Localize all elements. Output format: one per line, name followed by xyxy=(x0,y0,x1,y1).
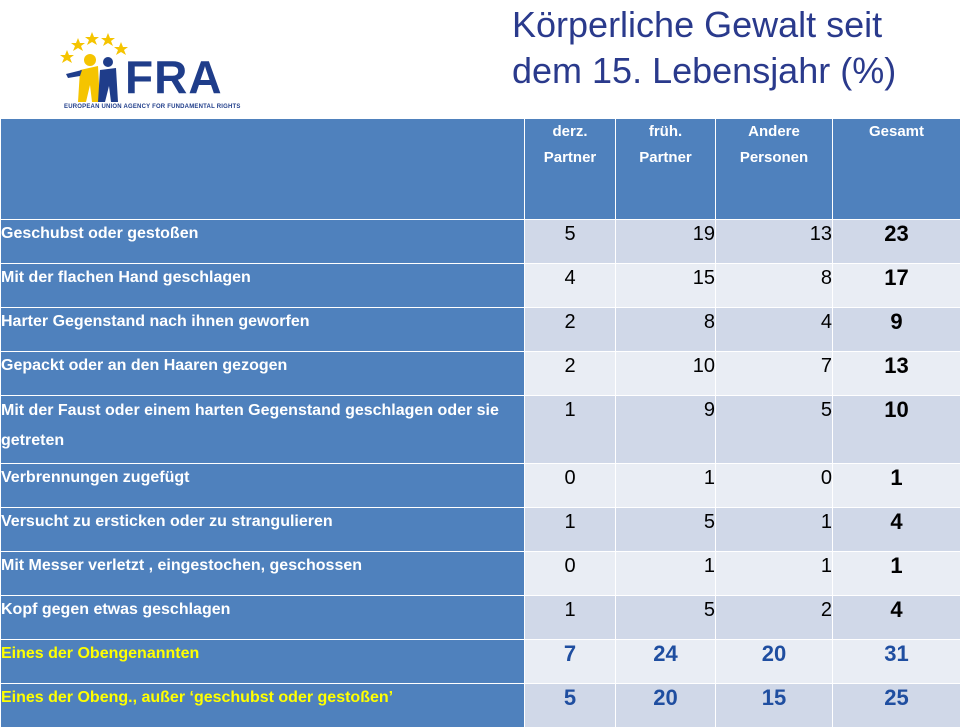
summary-row xyxy=(1,640,960,684)
cell-other-persons: 2 xyxy=(716,596,833,640)
cell-total: 1 xyxy=(833,464,960,508)
violence-table xyxy=(0,118,960,728)
table-row xyxy=(1,264,960,308)
column-header-current-partner xyxy=(525,119,616,220)
page-title-line2: dem 15. Lebensjahr (%) xyxy=(512,48,960,94)
row-label: Harter Gegenstand nach ihnen geworfen xyxy=(1,308,525,352)
cell-former-partner: 20 xyxy=(616,684,716,728)
cell-other-persons: 7 xyxy=(716,352,833,396)
header xyxy=(0,0,960,118)
cell-other-persons: 15 xyxy=(716,684,833,728)
cell-total: 9 xyxy=(833,308,960,352)
cell-current-partner: 7 xyxy=(525,640,616,684)
column-header-line: früh. xyxy=(616,119,715,145)
cell-current-partner: 1 xyxy=(525,596,616,640)
cell-total: 25 xyxy=(833,684,960,728)
row-label: Kopf gegen etwas geschlagen xyxy=(1,596,525,640)
table-row xyxy=(1,552,960,596)
logo-subtitle: EUROPEAN UNION AGENCY FOR FUNDAMENTAL RIGHTS xyxy=(64,104,241,110)
column-header-other-persons xyxy=(716,119,833,220)
column-header-line: derz. xyxy=(525,119,615,145)
cell-other-persons: 1 xyxy=(716,508,833,552)
cell-former-partner: 1 xyxy=(616,464,716,508)
cell-other-persons: 1 xyxy=(716,552,833,596)
table-row xyxy=(1,308,960,352)
summary-row xyxy=(1,684,960,728)
row-label: Mit Messer verletzt , eingestochen, geschossen xyxy=(1,552,525,596)
cell-total: 31 xyxy=(833,640,960,684)
cell-total: 23 xyxy=(833,220,960,264)
cell-current-partner: 2 xyxy=(525,352,616,396)
column-header-line: Personen xyxy=(716,145,832,171)
column-header-line: Gesamt xyxy=(833,119,960,145)
table-row xyxy=(1,352,960,396)
cell-current-partner: 1 xyxy=(525,508,616,552)
header-corner xyxy=(1,119,525,220)
cell-current-partner: 0 xyxy=(525,552,616,596)
cell-former-partner: 9 xyxy=(616,396,716,464)
cell-other-persons: 0 xyxy=(716,464,833,508)
cell-former-partner: 1 xyxy=(616,552,716,596)
cell-total: 10 xyxy=(833,396,960,464)
cell-former-partner: 24 xyxy=(616,640,716,684)
table-row xyxy=(1,596,960,640)
page-title xyxy=(512,2,960,94)
cell-current-partner: 0 xyxy=(525,464,616,508)
page-title-line1: Körperliche Gewalt seit xyxy=(512,2,960,48)
cell-total: 13 xyxy=(833,352,960,396)
table-row xyxy=(1,464,960,508)
table-row xyxy=(1,396,960,464)
column-header-line: Partner xyxy=(525,145,615,171)
table-row xyxy=(1,220,960,264)
cell-former-partner: 8 xyxy=(616,308,716,352)
cell-former-partner: 10 xyxy=(616,352,716,396)
cell-former-partner: 15 xyxy=(616,264,716,308)
cell-other-persons: 20 xyxy=(716,640,833,684)
table-header-row xyxy=(1,119,960,220)
cell-total: 17 xyxy=(833,264,960,308)
cell-total: 4 xyxy=(833,508,960,552)
column-header-total xyxy=(833,119,960,220)
column-header-line: Partner xyxy=(616,145,715,171)
cell-current-partner: 5 xyxy=(525,684,616,728)
fra-logo xyxy=(58,30,233,116)
logo-wordmark: FRA xyxy=(125,50,223,104)
cell-other-persons: 5 xyxy=(716,396,833,464)
cell-former-partner: 5 xyxy=(616,596,716,640)
row-label: Verbrennungen zugefügt xyxy=(1,464,525,508)
cell-current-partner: 5 xyxy=(525,220,616,264)
column-header-former-partner xyxy=(616,119,716,220)
cell-total: 4 xyxy=(833,596,960,640)
row-label: Versucht zu ersticken oder zu strangulieren xyxy=(1,508,525,552)
cell-other-persons: 4 xyxy=(716,308,833,352)
row-label: Mit der flachen Hand geschlagen xyxy=(1,264,525,308)
row-label: Geschubst oder gestoßen xyxy=(1,220,525,264)
row-label: Mit der Faust oder einem harten Gegenstand geschlagen oder sie getreten xyxy=(1,396,525,464)
cell-former-partner: 19 xyxy=(616,220,716,264)
cell-other-persons: 8 xyxy=(716,264,833,308)
row-label: Gepackt oder an den Haaren gezogen xyxy=(1,352,525,396)
cell-former-partner: 5 xyxy=(616,508,716,552)
column-header-line: Andere xyxy=(716,119,832,145)
cell-current-partner: 1 xyxy=(525,396,616,464)
cell-current-partner: 2 xyxy=(525,308,616,352)
row-label: Eines der Obengenannten xyxy=(1,640,525,684)
row-label: Eines der Obeng., außer ‘geschubst oder gestoßen’ xyxy=(1,684,525,728)
table-row xyxy=(1,508,960,552)
cell-total: 1 xyxy=(833,552,960,596)
cell-other-persons: 13 xyxy=(716,220,833,264)
cell-current-partner: 4 xyxy=(525,264,616,308)
